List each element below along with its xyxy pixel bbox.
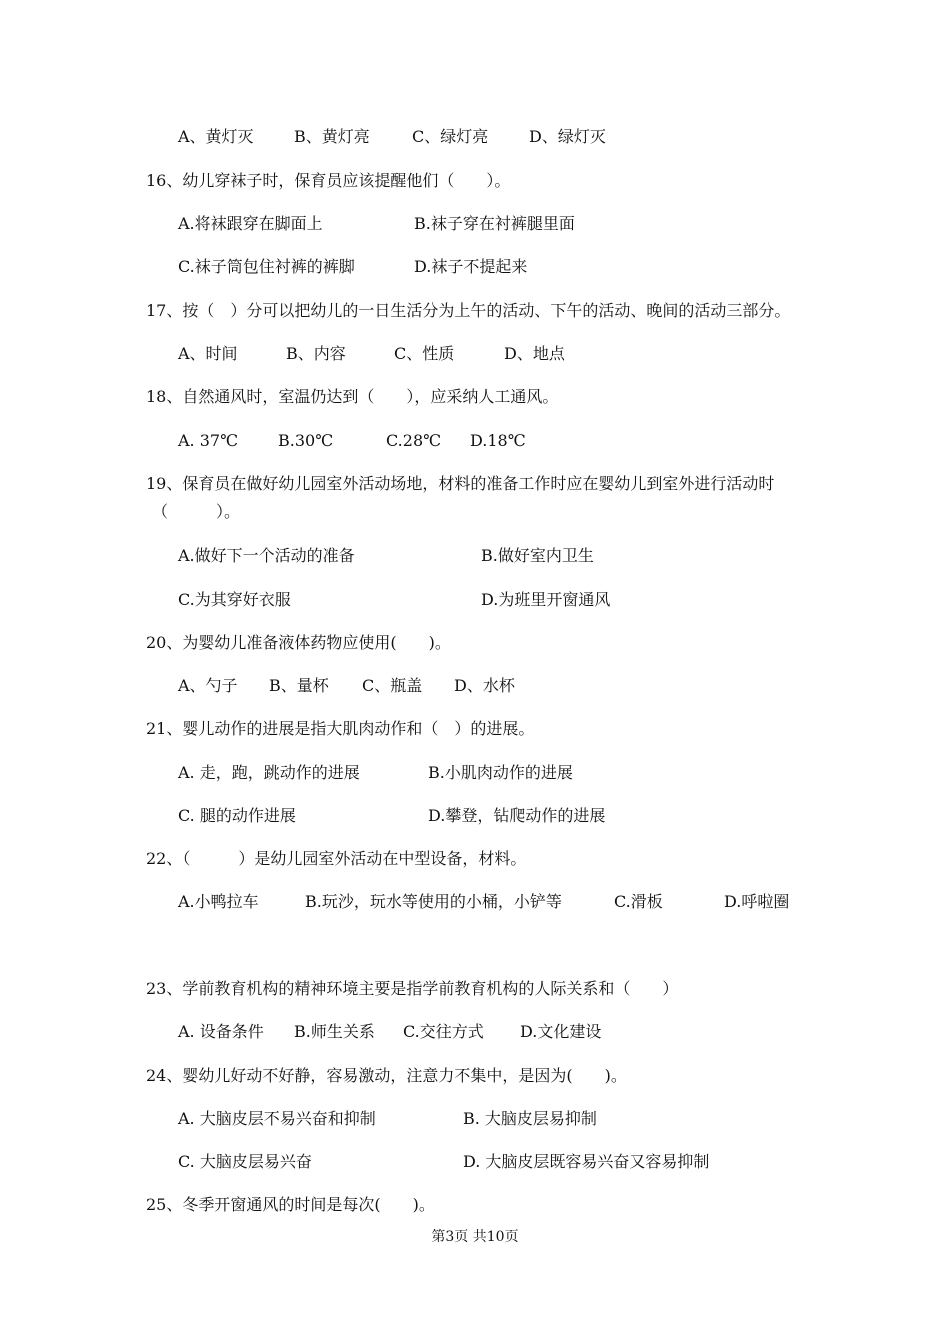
option-22-d: D.呼啦圈 bbox=[724, 892, 790, 911]
question-21: 21、婴儿动作的进展是指大肌肉动作和（ ）的进展。 bbox=[146, 719, 535, 738]
option-15-a: A、黄灯灭 bbox=[178, 127, 254, 146]
option-24-b: B. 大脑皮层易抑制 bbox=[463, 1109, 597, 1128]
option-18-b: B.30℃ bbox=[278, 431, 334, 450]
option-22-b: B.玩沙，玩水等使用的小桶，小铲等 bbox=[305, 892, 562, 911]
option-21-a: A. 走，跑，跳动作的进展 bbox=[178, 763, 360, 782]
option-23-a: A. 设备条件 bbox=[178, 1022, 264, 1041]
option-21-c: C. 腿的动作进展 bbox=[178, 806, 296, 825]
option-24-a: A. 大脑皮层不易兴奋和抑制 bbox=[178, 1109, 376, 1128]
option-16-c: C.袜子筒包住衬裤的裤脚 bbox=[178, 257, 355, 276]
option-15-d: D、绿灯灭 bbox=[529, 127, 606, 146]
option-23-b: B.师生关系 bbox=[294, 1022, 375, 1041]
option-17-b: B、内容 bbox=[286, 344, 346, 363]
question-25: 25、冬季开窗通风的时间是每次( )。 bbox=[146, 1195, 435, 1214]
option-24-c: C. 大脑皮层易兴奋 bbox=[178, 1152, 312, 1171]
question-20: 20、为婴幼儿准备液体药物应使用( )。 bbox=[146, 633, 451, 652]
option-16-a: A.将袜跟穿在脚面上 bbox=[178, 214, 323, 233]
page-number-footer: 第3页 共10页 bbox=[431, 1229, 519, 1245]
option-15-c: C、绿灯亮 bbox=[412, 127, 489, 146]
option-19-d: D.为班里开窗通风 bbox=[481, 590, 611, 609]
question-23: 23、学前教育机构的精神环境主要是指学前教育机构的人际关系和（ ） bbox=[146, 979, 679, 998]
option-17-d: D、地点 bbox=[504, 344, 565, 363]
question-17: 17、按（ ）分可以把幼儿的一日生活分为上午的活动、下午的活动、晚间的活动三部分。 bbox=[146, 301, 791, 320]
option-22-a: A.小鸭拉车 bbox=[178, 892, 259, 911]
option-18-c: C.28℃ bbox=[386, 431, 442, 450]
question-22: 22、（ ）是幼儿园室外活动在中型设备，材料。 bbox=[146, 849, 527, 868]
option-20-b: B、量杯 bbox=[269, 676, 329, 695]
option-16-b: B.袜子穿在衬裤腿里面 bbox=[414, 214, 575, 233]
option-17-c: C、性质 bbox=[394, 344, 455, 363]
option-17-a: A、时间 bbox=[178, 344, 238, 363]
option-16-d: D.袜子不提起来 bbox=[414, 257, 528, 276]
option-19-a: A.做好下一个活动的准备 bbox=[178, 546, 355, 565]
option-18-d: D.18℃ bbox=[470, 431, 526, 450]
option-19-c: C.为其穿好衣服 bbox=[178, 590, 291, 609]
option-24-d: D. 大脑皮层既容易兴奋又容易抑制 bbox=[463, 1152, 710, 1171]
option-23-c: C.交往方式 bbox=[403, 1022, 484, 1041]
option-21-b: B.小肌肉动作的进展 bbox=[428, 763, 573, 782]
option-20-a: A、勺子 bbox=[178, 676, 238, 695]
option-21-d: D.攀登，钻爬动作的进展 bbox=[428, 806, 606, 825]
question-24: 24、婴幼儿好动不好静，容易激动，注意力不集中，是因为( )。 bbox=[146, 1066, 627, 1085]
option-15-b: B、黄灯亮 bbox=[294, 127, 370, 146]
option-22-c: C.滑板 bbox=[614, 892, 663, 911]
question-16: 16、幼儿穿袜子时，保育员应该提醒他们（ ）。 bbox=[146, 171, 511, 190]
question-19: 19、保育员在做好幼儿园室外活动场地，材料的准备工作时应在婴幼儿到室外进行活动时 bbox=[146, 474, 775, 493]
option-19-b: B.做好室内卫生 bbox=[481, 546, 594, 565]
question-18: 18、自然通风时，室温仍达到（ ），应采纳人工通风。 bbox=[146, 387, 559, 406]
option-20-d: D、水杯 bbox=[454, 676, 515, 695]
option-23-d: D.文化建设 bbox=[520, 1022, 602, 1041]
option-20-c: C、瓶盖 bbox=[362, 676, 423, 695]
question-19-blank: （ ）。 bbox=[152, 502, 241, 521]
option-18-a: A. 37℃ bbox=[178, 431, 238, 450]
